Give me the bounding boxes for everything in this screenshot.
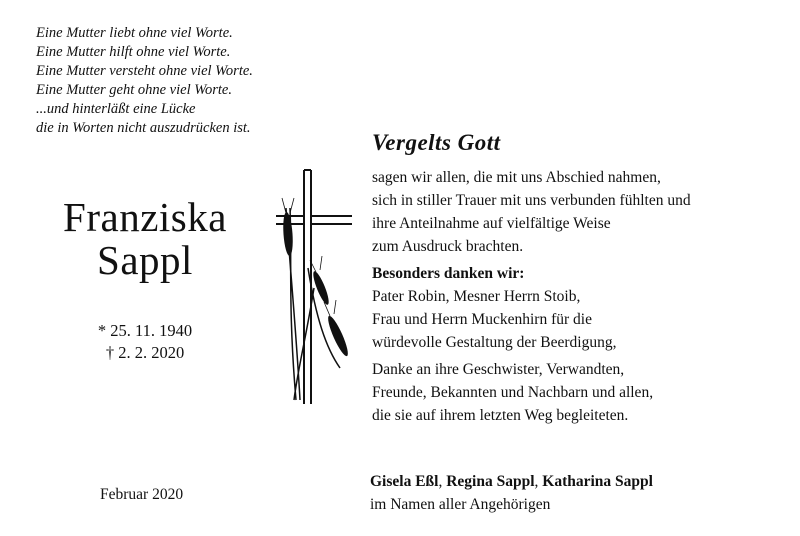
poem-line: Eine Mutter geht ohne viel Worte.: [36, 82, 232, 98]
thanks-heading: Vergelts Gott: [372, 130, 501, 155]
signer-separator: ,: [534, 473, 543, 490]
deceased-first-name: Franziska: [63, 194, 227, 240]
special-thanks-line: Frau und Herrn Muckenhirn für die: [372, 311, 592, 328]
deceased-last-name: Sappl: [97, 237, 193, 283]
signer-name: Katharina Sappl: [542, 473, 653, 490]
special-thanks-line: Pater Robin, Mesner Herrn Stoib,: [372, 288, 581, 305]
poem-line: ...und hinterläßt eine Lücke: [36, 101, 196, 117]
thanks-line: zum Ausdruck brachten.: [372, 238, 524, 255]
signer-name: Gisela Eßl: [370, 473, 439, 490]
thanks-line: ihre Anteilnahme auf vielfältige Weise: [372, 215, 611, 232]
poem: [36, 24, 336, 138]
deceased-name: [30, 196, 260, 282]
special-thanks-heading: Besonders danken wir:: [372, 265, 525, 282]
signers: [370, 470, 653, 516]
poem-line: Eine Mutter liebt ohne viel Worte.: [36, 25, 233, 41]
thanks-text: [372, 166, 691, 427]
poem-line: Eine Mutter versteht ohne viel Worte.: [36, 63, 253, 79]
cross-with-wheat-icon: [266, 168, 366, 408]
special-thanks-line: würdevolle Gestaltung der Beerdigung,: [372, 334, 617, 351]
poem-line: Eine Mutter hilft ohne viel Worte.: [36, 44, 231, 60]
others-thanks-line: die sie auf ihrem letzten Weg begleiteten.: [372, 407, 629, 424]
poem-line: die in Worten nicht auszudrücken ist.: [36, 120, 251, 136]
others-thanks-line: Freunde, Bekannten und Nachbarn und allen,: [372, 384, 654, 401]
thanks-line: sagen wir allen, die mit uns Abschied nahmen,: [372, 169, 661, 186]
signers-subline: im Namen aller Angehörigen: [370, 496, 551, 513]
life-dates: [60, 320, 230, 364]
thanks-line: sich in stiller Trauer mit uns verbunden fühlten und: [372, 192, 691, 209]
place-date: Februar 2020: [100, 486, 184, 503]
birth-date: * 25. 11. 1940: [97, 321, 193, 340]
signer-name: Regina Sappl: [446, 473, 535, 490]
others-thanks-line: Danke an ihre Geschwister, Verwandten,: [372, 361, 625, 378]
signer-names: [370, 470, 653, 493]
death-date: † 2. 2. 2020: [105, 343, 185, 362]
signer-separator: ,: [438, 473, 447, 490]
